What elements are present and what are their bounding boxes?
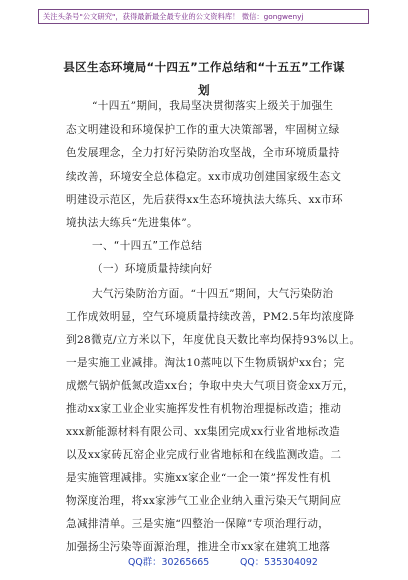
body-line: 是实施管理减排。实施xx家企业“一企一策”挥发性有机 — [66, 472, 331, 484]
body-line: xxx新能源材料有限公司、xx集团完成xx行业省地标改造 — [66, 426, 341, 438]
body-line: 到28微克/立方米以下，年度优良天数比率均保持93%以上。 — [66, 334, 361, 346]
body-line: 色发展理念，全力打好污染防治攻坚战，全市环境质量持 — [66, 147, 340, 159]
body-line: 加强扬尘污染等面源治理，推进全市xx家在建筑工地落 — [66, 541, 331, 553]
body-line: 一是实施工业减排。淘汰10蒸吨以下生物质锅炉xx台；完 — [66, 357, 345, 369]
body-line: 态文明建设和环境保护工作的重大决策部署，牢固树立绿 — [66, 124, 340, 136]
body-line: 大气污染防治方面。“十四五”期间，大气污染防治 — [92, 288, 334, 300]
document-title: 县区生态环境局“十四五”工作总结和“十五五”工作谋 — [63, 60, 345, 74]
body-line: 续改善，环境安全总体稳定。xx市成功创建国家级生态文 — [66, 171, 342, 183]
body-line: 工作成效明显，空气环境质量持续改善，PM2.5年均浓度降 — [66, 311, 355, 323]
qq-group-text: QQ群：30265665 — [128, 557, 210, 568]
qq-contact-text: QQ：535304092 — [240, 557, 318, 568]
body-line: 以及xx家砖瓦窑企业完成行业省地标和在线监测改造。二 — [66, 449, 342, 461]
body-line: 急减排清单。三是实施“四整治一保障”专项治理行动， — [66, 518, 330, 530]
body-line: 物深度治理，将xx家涉气工业企业纳入重污染天气期间应 — [66, 495, 342, 507]
body-line: 境执法大练兵“先进集体”。 — [66, 217, 198, 229]
subsection-heading: （一）环境质量持续向好 — [92, 263, 213, 275]
body-line: 推动xx家工业企业实施挥发性有机物治理提标改造；推动 — [66, 403, 342, 415]
document-title-continued: 划 — [198, 83, 210, 97]
body-line: 明建设示范区，先后获得xx生态环境执法大练兵、xx市环 — [66, 194, 344, 206]
body-line: 成燃气锅炉低氮改造xx台；争取中央大气项目资金xx万元， — [66, 380, 354, 392]
section-heading: 一、“十四五”工作总结 — [92, 240, 203, 252]
promo-banner: 关注头条号"公文研究"，获得最新最全最专业的公文资料库！ 微信：gongwenyj — [38, 9, 369, 24]
body-line: “十四五”期间，我局坚决贯彻落实上级关于加强生 — [92, 100, 334, 112]
